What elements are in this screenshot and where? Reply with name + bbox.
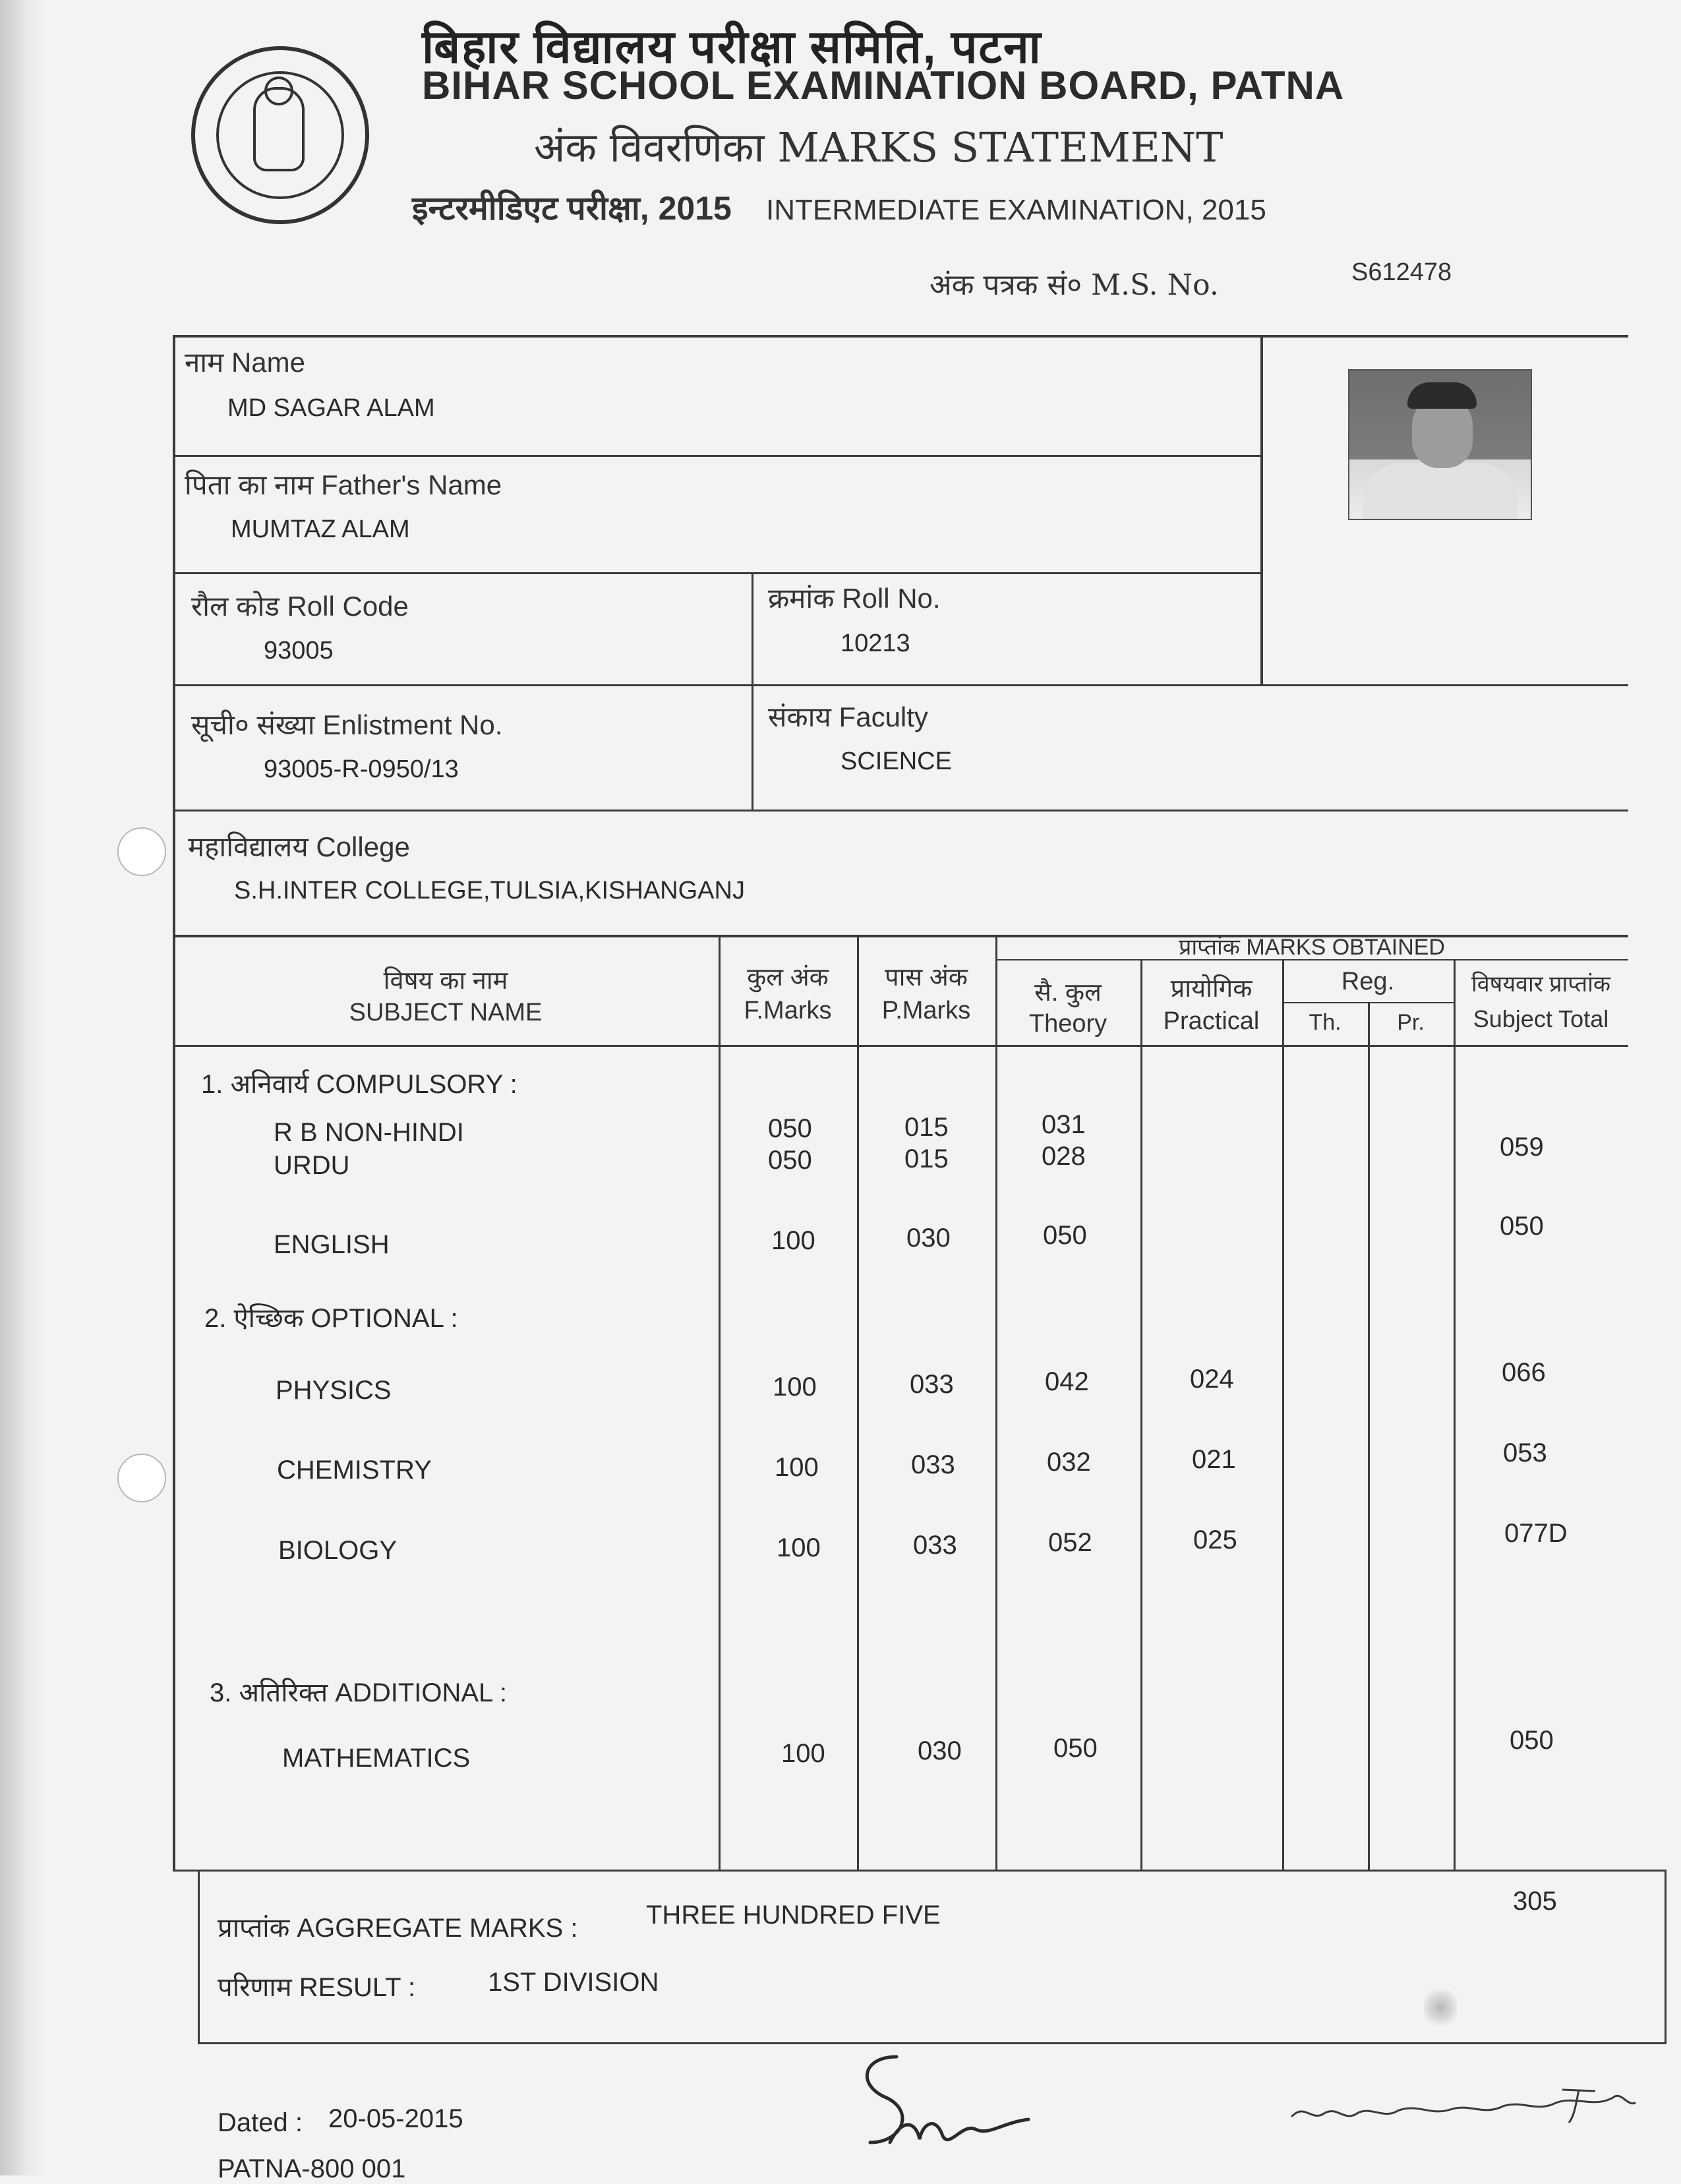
faculty: SCIENCE (840, 748, 952, 775)
subject-fmarks: 100 (781, 1739, 825, 1768)
candidate-name: MD SAGAR ALAM (227, 394, 435, 422)
subject-fmarks: 100 (773, 1372, 817, 1402)
father-name-label: पिता का नाम Father's Name (185, 469, 502, 500)
subject-name: ENGLISH (274, 1230, 390, 1259)
result-label: परिणाम RESULT : (218, 1973, 416, 2002)
subject-theory: 042 (1045, 1367, 1089, 1396)
rule (173, 335, 175, 1871)
subject-pmarks: 033 (911, 1450, 955, 1479)
subject-fmarks: 050 (768, 1146, 812, 1175)
subject-theory: 031 (1042, 1110, 1086, 1139)
rule (173, 684, 1628, 686)
ms-number-label: अंक पत्रक सं० M.S. No. (929, 268, 1219, 302)
faculty-label: संकाय Faculty (768, 701, 928, 732)
result-value: 1ST DIVISION (488, 1968, 659, 1997)
rule (198, 1870, 200, 2044)
name-label: नाम Name (185, 347, 306, 378)
college-name: S.H.INTER COLLEGE,TULSIA,KISHANGANJ (234, 877, 745, 904)
subject-total: 066 (1502, 1358, 1546, 1387)
subject-total: 059 (1500, 1133, 1544, 1162)
subject-name: R B NON-HINDI (274, 1118, 464, 1147)
theory-header-hindi: सै. कुल (1034, 979, 1102, 1007)
practical-header: Practical (1163, 1007, 1260, 1035)
reg-header: Reg. (1341, 968, 1395, 995)
rule (1260, 335, 1263, 684)
subject-pmarks: 033 (910, 1370, 954, 1399)
practical-header-hindi: प्रायोगिक (1170, 975, 1253, 1003)
subject-name: BIOLOGY (278, 1536, 398, 1565)
board-seal-emblem (191, 46, 369, 224)
college-label: महाविद्यालय College (188, 831, 410, 862)
rule (857, 935, 859, 1871)
subject-theory: 028 (1042, 1142, 1086, 1171)
candidate-photo (1348, 369, 1532, 520)
subject-pmarks: 015 (904, 1144, 949, 1173)
subject-header: SUBJECT NAME (349, 999, 543, 1026)
aggregate-label: प्राप्तांक AGGREGATE MARKS : (218, 1914, 578, 1943)
rule (1665, 1870, 1666, 2044)
rule (752, 572, 753, 810)
subject-fmarks: 050 (768, 1114, 812, 1143)
subject-fmarks: 100 (771, 1226, 815, 1255)
scan-smudge (1424, 1984, 1457, 2030)
subject-name: PHYSICS (276, 1376, 392, 1405)
subject-name: MATHEMATICS (282, 1744, 471, 1773)
subject-theory: 052 (1048, 1528, 1092, 1557)
father-name: MUMTAZ ALAM (231, 516, 410, 543)
rule (1140, 959, 1142, 1871)
roll-code-label: रौल कोड Roll Code (191, 591, 409, 622)
subject-name: URDU (274, 1151, 350, 1180)
total-header-hindi: विषयवार प्राप्तांक (1471, 972, 1611, 997)
rule (173, 455, 1262, 457)
marks-obtained-header: प्राप्तांक MARKS OBTAINED (1178, 935, 1445, 960)
rule (1454, 959, 1456, 1871)
date-value: 20-05-2015 (328, 2104, 463, 2133)
subject-theory: 050 (1043, 1221, 1087, 1250)
rule (173, 335, 1628, 338)
subject-theory: 032 (1047, 1448, 1091, 1477)
exam-title (412, 185, 1266, 229)
roll-code: 93005 (264, 637, 334, 664)
aggregate-total: 305 (1513, 1887, 1557, 1916)
board-name: BIHAR SCHOOL EXAMINATION BOARD, PATNA (422, 63, 1345, 107)
subject-total: 053 (1503, 1438, 1547, 1467)
rule (173, 1045, 1628, 1047)
subject-pmarks: 030 (918, 1736, 962, 1765)
rule (173, 810, 1628, 812)
fmarks-header-hindi: कुल अंक (747, 964, 829, 991)
exam-title-english: INTERMEDIATE EXAMINATION, 2015 (766, 194, 1266, 226)
subject-fmarks: 100 (775, 1453, 819, 1482)
subject-total: 077D (1504, 1519, 1568, 1548)
ms-number: S612478 (1351, 258, 1452, 286)
enlistment-no: 93005-R-0950/13 (264, 755, 459, 783)
roll-no-label: क्रमांक Roll No. (768, 583, 941, 614)
total-header: Subject Total (1473, 1005, 1609, 1032)
pmarks-header-hindi: पास अंक (885, 964, 968, 991)
rule (1368, 1002, 1370, 1871)
rule (719, 935, 721, 1871)
pmarks-header: P.Marks (881, 997, 971, 1024)
fmarks-header: F.Marks (744, 997, 832, 1024)
subject-practical: 024 (1190, 1365, 1234, 1394)
subject-header-hindi: विषय का नाम (383, 967, 508, 995)
enlistment-label: सूची० संख्या Enlistment No. (191, 709, 503, 740)
subject-pmarks: 030 (906, 1224, 951, 1253)
subject-practical: 021 (1192, 1445, 1236, 1474)
scan-paper-edge (0, 0, 46, 2175)
section-additional: 3. अतिरिक्त ADDITIONAL : (210, 1678, 508, 1707)
subject-practical: 025 (1193, 1525, 1237, 1554)
dated-label: Dated : (218, 2108, 303, 2137)
subject-name: CHEMISTRY (277, 1456, 432, 1485)
roll-no: 10213 (840, 630, 910, 657)
reg-pr-header: Pr. (1397, 1010, 1425, 1035)
statement-title: अंक विवरणिका MARKS STATEMENT (534, 123, 1224, 171)
subject-theory: 050 (1053, 1734, 1098, 1763)
subject-pmarks: 033 (913, 1531, 957, 1560)
exam-title-hindi: इन्टरमीडिएट परीक्षा, 2015 (412, 190, 732, 227)
section-compulsory: 1. अनिवार्य COMPULSORY : (201, 1070, 517, 1099)
place: PATNA-800 001 (218, 2154, 406, 2183)
subject-total: 050 (1500, 1212, 1544, 1241)
subject-total: 050 (1510, 1726, 1554, 1755)
punch-hole-bottom (117, 1454, 166, 1502)
signature-controller (1285, 2077, 1641, 2142)
signature-secretary (850, 2044, 1035, 2156)
rule (173, 1870, 1666, 1872)
subject-pmarks: 015 (904, 1113, 949, 1142)
section-optional: 2. ऐच्छिक OPTIONAL : (204, 1304, 458, 1333)
rule (995, 935, 997, 1871)
rule (1282, 959, 1284, 1871)
rule (173, 572, 1262, 574)
board-name-hindi: बिहार विद्यालय परीक्षा समिति, पटना (422, 21, 1042, 73)
theory-header: Theory (1028, 1010, 1107, 1038)
subject-fmarks: 100 (777, 1533, 821, 1562)
punch-hole-top (117, 827, 166, 876)
aggregate-words: THREE HUNDRED FIVE (646, 1901, 941, 1930)
reg-th-header: Th. (1309, 1010, 1342, 1035)
